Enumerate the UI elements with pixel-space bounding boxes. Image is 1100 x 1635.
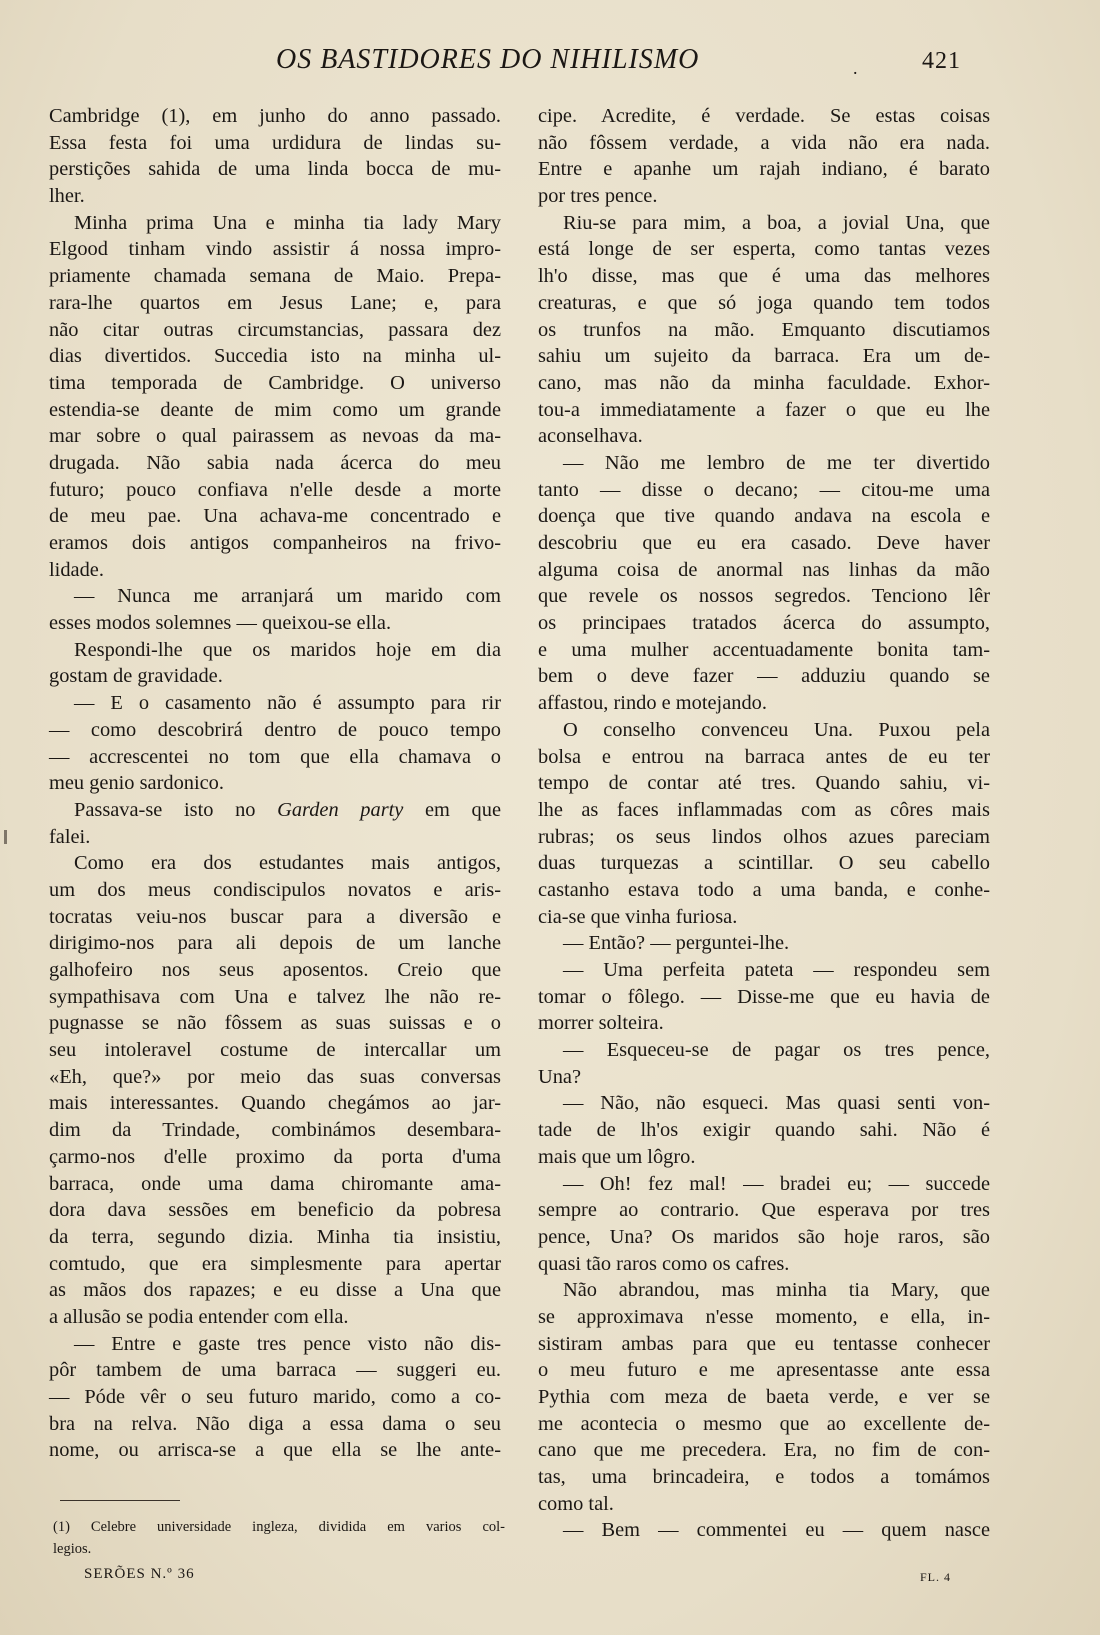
text-line-text: em que <box>403 798 501 821</box>
text-line: çarmo-nos d'elle proximo da porta d'uma <box>49 1145 501 1168</box>
text-line: alguma coisa de anormal nas linhas da mão <box>538 558 990 581</box>
text-line: doença que tive quando andava na escola e <box>538 505 990 528</box>
text-line: — Bem — commentei eu — quem nasce <box>563 1519 990 1542</box>
text-line: Cambridge (1), em junho do anno passado. <box>49 105 501 127</box>
footnote <box>53 1516 505 1560</box>
text-line: os principaes tratados ácerca do assumpto, <box>538 612 990 635</box>
page-header <box>0 44 1100 84</box>
text-line: — Não, não esqueci. Mas quasi senti von- <box>563 1092 990 1115</box>
text-line: gostam de gravidade. <box>49 665 223 688</box>
margin-mark <box>4 830 7 844</box>
text-line: seu intoleravel costume de intercallar um <box>49 1039 501 1062</box>
text-line: tima temporada de Cambridge. O universo <box>49 371 501 394</box>
text-line: Minha prima Una e minha tia lady Mary <box>74 211 501 234</box>
footnote-line: legios. <box>53 1541 92 1557</box>
text-line: cano, mas não da minha faculdade. Exhor- <box>538 371 990 394</box>
text-line: bolsa e entrou na barraca antes de eu ter <box>538 745 990 768</box>
text-line: cano que me precedera. Era, no fim de con- <box>538 1439 990 1462</box>
text-line: — como descobrirá dentro de pouco tempo <box>49 718 501 741</box>
header-dot: . <box>853 58 858 78</box>
text-line: quasi tão raros como os cafres. <box>538 1252 790 1275</box>
text-line: dirigimo-nos para ali depois de um lanche <box>49 932 501 955</box>
footnote-divider <box>60 1500 180 1501</box>
text-line: perstições sahida de uma linda bocca de mu- <box>49 158 501 181</box>
text-line: pôr tambem de uma barraca — suggeri eu. <box>49 1359 501 1382</box>
text-line: dim da Trindade, combinámos desembara- <box>49 1119 501 1142</box>
text-line: sempre ao contrario. Que esperava por tres <box>538 1199 990 1222</box>
footer-sheet: FL. 4 <box>920 1570 952 1584</box>
text-line: que revele os nossos segredos. Tenciono lêr <box>538 585 990 608</box>
text-line: O conselho convenceu Una. Puxou pela <box>563 718 990 741</box>
footnote-line: (1) Celebre universidade ingleza, dividida em varios col- <box>53 1519 505 1535</box>
text-line: um dos meus condiscipulos novatos e aris- <box>49 878 501 901</box>
text-line: duas turquezas a scintillar. O seu cabello <box>538 852 990 875</box>
text-line: sympathisava com Una e talvez lhe não re- <box>49 985 501 1008</box>
text-line: da terra, segundo dizia. Minha tia insistiu, <box>49 1225 501 1248</box>
text-line: Essa festa foi uma urdidura de lindas su- <box>49 131 501 154</box>
text-line: está longe de ser esperta, como tantas vezes <box>538 238 990 261</box>
text-line: rubras; os seus lindos olhos azues pareciam <box>538 825 990 848</box>
text-line: galhofeiro nos seus aposentos. Creio que <box>49 959 501 981</box>
text-line: Riu-se para mim, a boa, a jovial Una, que <box>563 211 990 234</box>
text-line: aconselhava. <box>538 425 643 448</box>
text-line: descobriu que eu era casado. Deve haver <box>538 532 990 554</box>
text-line: mais interessantes. Quando chegámos ao jar- <box>49 1092 501 1115</box>
text-line: mais que um lôgro. <box>538 1145 696 1168</box>
text-line: o meu futuro e me apresentasse ante essa <box>538 1359 990 1382</box>
text-line: barraca, onde uma dama chiromante ama- <box>49 1172 501 1195</box>
text-line: Respondi-lhe que os maridos hoje em dia <box>74 638 501 661</box>
text-line: nome, ou arrisca-se a que ella se lhe ante- <box>49 1439 501 1462</box>
text-line: tempo de contar até tres. Quando sahiu, vi- <box>538 772 990 795</box>
running-title: OS BASTIDORES DO NIHILISMO <box>276 44 700 75</box>
text-line: Elgood tinham vindo assistir á nossa impro- <box>49 238 501 261</box>
text-line: Entre e apanhe um rajah indiano, é barato <box>538 158 990 181</box>
text-line: as mãos dos rapazes; e eu disse a Una que <box>49 1279 501 1302</box>
text-line: Como era dos estudantes mais antigos, <box>74 852 501 875</box>
text-line: falei. <box>49 825 91 848</box>
left-column <box>49 103 501 1464</box>
text-line: tou-a immediatamente a fazer o que eu lhe <box>538 398 990 421</box>
text-line: castanho estava todo a uma banda, e conhe- <box>538 878 990 901</box>
text-line: drugada. Não sabia nada ácerca do meu <box>49 451 501 474</box>
text-line: por tres pence. <box>538 185 658 208</box>
text-line: tocratas veiu-nos buscar para a diversão e <box>49 905 501 928</box>
text-line: pugnasse se não fôssem as suas suissas e o <box>49 1012 501 1035</box>
text-line: — Nunca me arranjará um marido com <box>74 585 501 608</box>
text-line: estendia-se deante de mim como um grande <box>49 398 501 421</box>
text-line: não citar outras circumstancias, passara dez <box>49 318 501 341</box>
text-line: rara-lhe quartos em Jesus Lane; e, para <box>49 291 501 314</box>
text-line: como tal. <box>538 1492 614 1515</box>
text-line: — Oh! fez mal! — bradei eu; — succede <box>563 1172 990 1195</box>
text-line: tade de lh'os exigir quando sahi. Não é <box>538 1119 990 1142</box>
text-line: dias divertidos. Succedia isto na minha ul- <box>49 345 501 368</box>
text-line: — Entre e gaste tres pence visto não dis- <box>74 1332 501 1355</box>
text-line: tanto — disse o decano; — citou-me uma <box>538 478 990 501</box>
page-number: 421 <box>922 48 961 74</box>
footer-issue: SERÕES N.º 36 <box>84 1566 195 1582</box>
text-line: — Esqueceu-se de pagar os tres pence, <box>563 1039 990 1062</box>
text-line: lh'o disse, mas que é uma das melhores <box>538 265 990 288</box>
text-line: me acontecia o mesmo que ao excellente de- <box>538 1412 990 1435</box>
text-line: meu genio sardonico. <box>49 772 224 795</box>
text-line: dora dava sessões em beneficio da pobresa <box>49 1199 501 1222</box>
text-line: e uma mulher accentuadamente bonita tam- <box>538 638 990 661</box>
text-line: sistiram ambas para que eu tentasse conhecer <box>538 1332 990 1355</box>
text-line: — accrescentei no tom que ella chamava o <box>49 745 501 768</box>
text-line: Pythia com meza de baeta verde, e ver se <box>538 1386 990 1408</box>
text-line: tas, uma brincadeira, e todos a tomámos <box>538 1466 990 1489</box>
text-line: creaturas, e que só joga quando tem todos <box>538 291 990 314</box>
text-line: Una? <box>538 1065 582 1088</box>
text-line: — Uma perfeita pateta — respondeu sem <box>563 959 990 981</box>
text-line-text: Passava-se isto no <box>74 798 278 821</box>
text-line: — Então? — perguntei-lhe. <box>563 932 790 955</box>
text-line: priamente chamada semana de Maio. Prepa- <box>49 265 501 288</box>
text-line: morrer solteira. <box>538 1012 664 1035</box>
text-line: comtudo, que era simplesmente para apertar <box>49 1252 501 1275</box>
text-line: lher. <box>49 185 85 208</box>
text-line: esses modos solemnes — queixou-se ella. <box>49 612 392 635</box>
text-line: futuro; pouco confiava n'elle desde a morte <box>49 478 501 501</box>
text-line: cia-se que vinha furiosa. <box>538 905 738 928</box>
text-line: cipe. Acredite, é verdade. Se estas coisas <box>538 105 990 127</box>
text-line <box>49 797 501 824</box>
text-line: a allusão se podia entender com ella. <box>49 1305 349 1328</box>
text-line: bem o deve fazer — adduziu quando se <box>538 665 990 688</box>
text-line: — E o casamento não é assumpto para rir <box>74 692 501 715</box>
text-line: os trunfos na mão. Emquanto discutiamos <box>538 318 990 341</box>
text-line: sahiu um sujeito da barraca. Era um de- <box>538 345 990 368</box>
text-line: — Póde vêr o seu futuro marido, como a co- <box>49 1386 501 1408</box>
text-line: Não abrandou, mas minha tia Mary, que <box>563 1279 990 1302</box>
text-line: lidade. <box>49 558 104 581</box>
text-line: se approximava n'esse momento, e ella, in- <box>538 1305 990 1328</box>
text-line: bra na relva. Não diga a essa dama o seu <box>49 1412 501 1435</box>
text-line: affastou, rindo e motejando. <box>538 692 767 715</box>
text-line: mar sobre o qual pairassem as nevoas da ma- <box>49 425 501 448</box>
text-line-italic: Garden party <box>277 798 404 821</box>
right-column <box>538 103 990 1544</box>
text-line: lhe as faces inflammadas com as côres mais <box>538 798 990 821</box>
text-line: tomar o fôlego. — Disse-me que eu havia de <box>538 985 990 1008</box>
text-line: de meu pae. Una achava-me concentrado e <box>49 505 501 528</box>
text-line: «Eh, que?» por meio das suas conversas <box>49 1065 501 1088</box>
text-line: não fôssem verdade, a vida não era nada. <box>538 131 990 154</box>
text-line: — Não me lembro de me ter divertido <box>563 451 990 474</box>
text-line: pence, Una? Os maridos são hoje raros, são <box>538 1225 990 1248</box>
text-line: eramos dois antigos companheiros na frivo- <box>49 532 501 554</box>
